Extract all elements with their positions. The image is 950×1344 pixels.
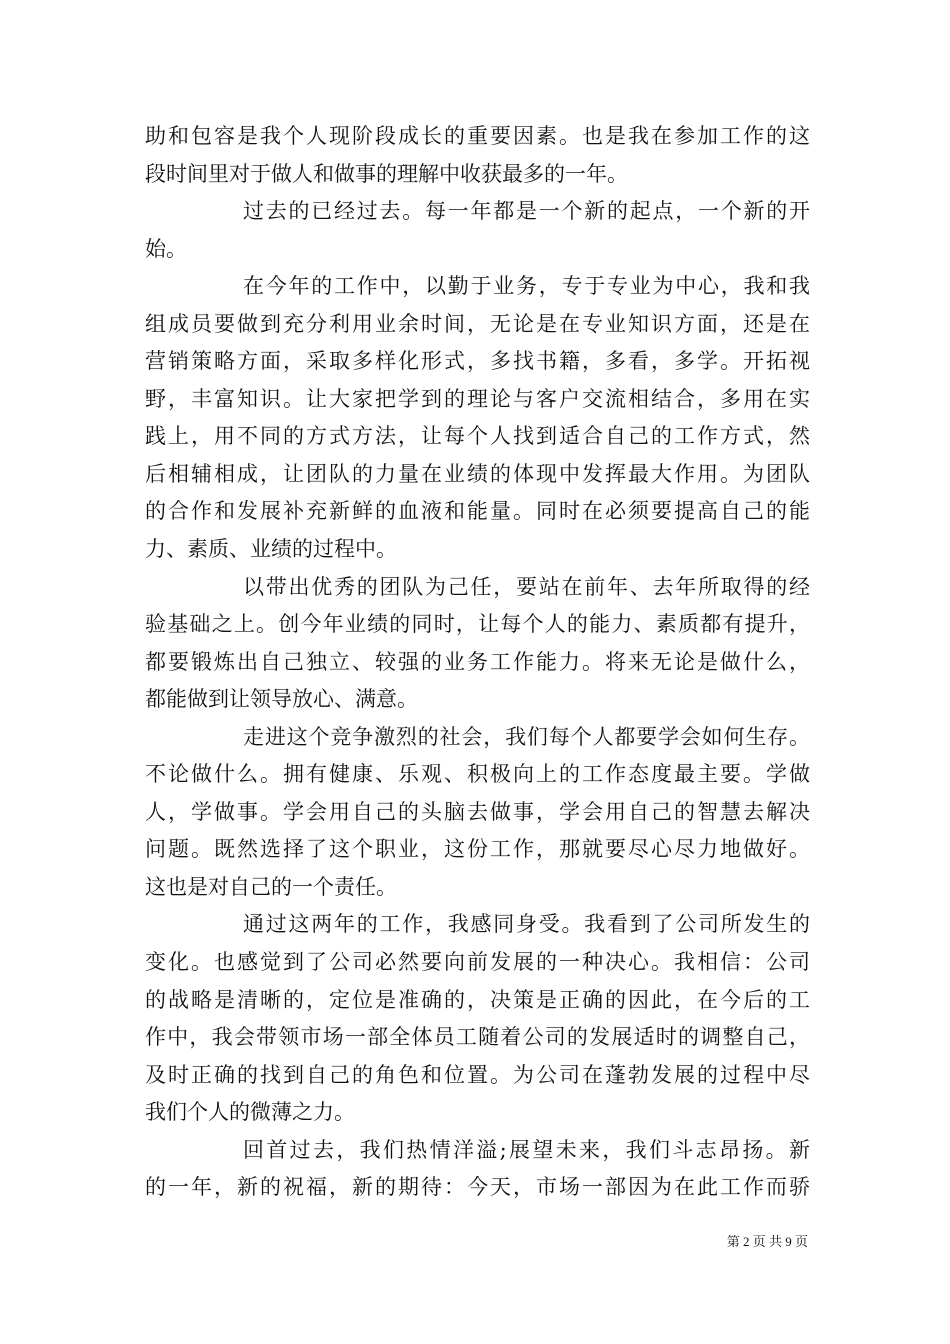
text-line: 在今年的工作中，以勤于业务，专于专业为中心，我和我 xyxy=(243,274,810,299)
text-line: 回首过去，我们热情洋溢;展望未来，我们斗志昂扬。新 xyxy=(243,1137,810,1162)
text-line: 营销策略方面，采取多样化形式，多找书籍，多看，多学。开拓视 xyxy=(145,349,810,374)
text-line: 力、素质、业绩的过程中。 xyxy=(145,537,397,562)
text-line: 及时正确的找到自己的角色和位置。为公司在蓬勃发展的过程中尽 xyxy=(145,1062,810,1087)
text-line: 组成员要做到充分利用业余时间，无论是在专业知识方面，还是在 xyxy=(145,311,810,336)
text-line: 的合作和发展补充新鲜的血液和能量。同时在必须要提高自己的能 xyxy=(145,499,810,524)
text-line: 助和包容是我个人现阶段成长的重要因素。也是我在参加工作的这 xyxy=(145,124,810,148)
text-line: 以带出优秀的团队为己任，要站在前年、去年所取得的经 xyxy=(243,574,810,599)
text-line: 验基础之上。创今年业绩的同时，让每个人的能力、素质都有提升， xyxy=(145,612,810,637)
page-number-footer: 第 2 页 共 9 页 xyxy=(726,1234,808,1249)
text-line: 始。 xyxy=(145,236,187,261)
text-line: 的战略是清晰的，定位是准确的，决策是正确的因此，在今后的工 xyxy=(145,987,810,1012)
text-line: 变化。也感觉到了公司必然要向前发展的一种决心。我相信：公司 xyxy=(145,950,810,975)
text-line: 作中，我会带领市场一部全体员工随着公司的发展适时的调整自己， xyxy=(145,1025,810,1050)
text-line: 都要锻炼出自己独立、较强的业务工作能力。将来无论是做什么， xyxy=(145,649,810,674)
body-text xyxy=(145,118,810,1207)
text-line: 问题。既然选择了这个职业，这份工作，那就要尽心尽力地做好。 xyxy=(145,837,810,862)
text-line: 段时间里对于做人和做事的理解中收获最多的一年。 xyxy=(145,161,628,186)
text-line: 不论做什么。拥有健康、乐观、积极向上的工作态度最主要。学做 xyxy=(145,762,810,787)
text-line: 野，丰富知识。让大家把学到的理论与客户交流相结合，多用在实 xyxy=(145,386,810,411)
text-line: 走进这个竞争激烈的社会，我们每个人都要学会如何生存。 xyxy=(243,724,810,749)
text-line: 的一年，新的祝福，新的期待：今天，市场一部因为在此工作而骄 xyxy=(145,1175,810,1200)
text-line: 过去的已经过去。每一年都是一个新的起点，一个新的开 xyxy=(243,199,810,224)
text-line: 践上，用不同的方式方法，让每个人找到适合自己的工作方式，然 xyxy=(145,424,810,449)
text-line: 我们个人的微薄之力。 xyxy=(145,1100,355,1125)
text-line: 通过这两年的工作，我感同身受。我看到了公司所发生的 xyxy=(243,912,810,937)
text-line: 都能做到让领导放心、满意。 xyxy=(145,687,418,712)
text-line: 这也是对自己的一个责任。 xyxy=(145,874,397,899)
text-line: 人，学做事。学会用自己的头脑去做事，学会用自己的智慧去解决 xyxy=(145,799,810,824)
text-line: 后相辅相成，让团队的力量在业绩的体现中发挥最大作用。为团队 xyxy=(145,461,810,486)
